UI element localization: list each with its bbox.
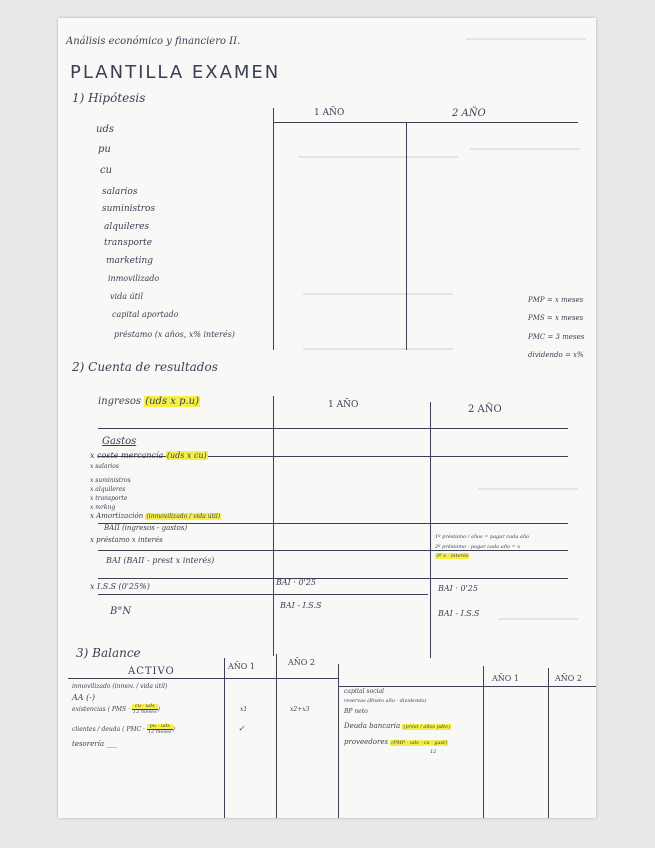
resultados-rule <box>98 578 568 579</box>
hipotesis-item: uds <box>96 124 114 135</box>
year2-prestamo-note: 3º x · interés <box>436 553 469 559</box>
expense-item: x salarios <box>90 463 119 470</box>
ingresos-formula: (uds x p.u) <box>145 396 200 407</box>
year2-bn-formula: BAI - I.S.S <box>438 609 480 618</box>
bleed-through-mark <box>466 38 586 40</box>
bp-neto-row: BP neto <box>344 708 368 715</box>
amortizacion: x Amortización (inmovilizado / vida útil) <box>90 512 221 520</box>
bai-row: BAI (BAII - prest x interés) <box>106 556 215 565</box>
hipotesis-header-rule <box>273 122 578 123</box>
resultados-col-year2: 2 AÑO <box>468 404 502 415</box>
coste-formula: (uds x cu) <box>166 451 207 460</box>
prestamo-interes-row: x préstamo x interés <box>90 536 163 544</box>
year1-bn-formula: BAI - I.S.S <box>280 601 322 610</box>
resultados-column-divider <box>273 396 274 656</box>
deuda-formula: (prést / años pdte) <box>403 724 451 730</box>
activo-col-year1: AÑO 1 <box>228 662 255 671</box>
hipotesis-item: marketing <box>106 256 154 266</box>
pasivo-col-year1: AÑO 1 <box>492 674 519 683</box>
expense-item: x mrkng <box>90 504 116 511</box>
gastos-label: Gastos <box>102 436 137 447</box>
amortizacion-formula: (inmovilizado / vida útil) <box>146 513 221 520</box>
is-row: x I.S.S (0'25%) <box>90 582 150 591</box>
expense-item: x alquileres <box>90 486 126 493</box>
capital-social-row: capital social <box>344 688 384 695</box>
course-title: Análisis económico y financiero II. <box>66 36 241 47</box>
existencias-fraction: $\frac{\text{cu · uds}}{\text{12 meses}}$ <box>132 703 157 715</box>
activo-header: ACTIVO <box>128 666 175 677</box>
section-cuenta-resultados-heading: 2) Cuenta de resultados <box>72 360 218 374</box>
ingresos-label: ingresos (uds x p.u) <box>98 396 200 407</box>
inmovilizado-row: inmovilizado (inmov. / vida útil) <box>72 683 168 690</box>
proveedores-denominator: 12 <box>430 749 437 755</box>
pasivo-col-year2: AÑO 2 <box>555 674 582 683</box>
year1-inmov-mark: x1 <box>240 706 248 713</box>
resultados-col-year1: 1 AÑO <box>328 400 359 410</box>
coste-mercancia: x coste mercancía (uds x cu) <box>90 451 207 460</box>
clientes-row: clientes / deuda ( PMC · $\frac{\text{pu · uds}}{\text{12 meses}}$ ) <box>72 723 175 735</box>
resultados-rule <box>98 550 568 551</box>
bleed-through-mark <box>470 148 580 150</box>
bleed-through-mark <box>303 348 453 350</box>
bn-row: B°N <box>110 606 132 617</box>
hipotesis-item: suministros <box>102 204 156 214</box>
bleed-through-mark <box>298 156 458 158</box>
proveedores-row: proveedores (PMP · uds · cu · gast) <box>344 738 448 746</box>
balance-column-divider <box>338 664 339 818</box>
hipotesis-item: transporte <box>104 238 153 248</box>
hipotesis-item: préstamo (x años, x% interés) <box>114 330 235 339</box>
hipotesis-item: capital aportado <box>112 310 179 319</box>
year2-prestamo-note: 1º préstamo / años = pagar cada año <box>435 534 530 540</box>
resultados-rule <box>98 428 568 429</box>
baii-row: BAII (ingresos - gastos) <box>104 524 188 532</box>
resultados-rule <box>98 594 428 595</box>
year2-prestamo-note: 2º préstamo - pagar cada año = x <box>435 544 521 550</box>
hipotesis-item: alquileres <box>104 222 150 232</box>
reservas-row: reservas (Bneto año - dividendo) <box>344 698 427 704</box>
checkmark: ✓ <box>238 724 245 733</box>
hipotesis-col-year1: 1 AÑO <box>314 108 345 118</box>
tesoreria-row: tesorería ___ <box>72 740 117 748</box>
aa-row: AA (-) <box>72 693 96 702</box>
hipotesis-col-year2: 2 AÑO <box>452 108 486 119</box>
hipotesis-column-divider <box>406 122 407 350</box>
hipotesis-column-divider <box>273 108 274 350</box>
section-hipotesis-heading: 1) Hipótesis <box>72 91 146 105</box>
balance-rule <box>68 678 338 679</box>
balance-column-divider <box>224 658 225 818</box>
existencias-row: existencias ( PMS · $\frac{\text{cu · uds}}{\text{12 meses}}$ ) <box>72 703 160 715</box>
note-pmc: PMC = 3 meses <box>528 333 585 341</box>
year2-inmov-mark: x2+x3 <box>290 706 310 713</box>
note-dividendo: dividendo = x% <box>528 351 584 359</box>
expense-item: x transporte <box>90 495 128 502</box>
bleed-through-mark <box>303 293 453 295</box>
hipotesis-item: cu <box>100 165 113 176</box>
year1-is-formula: BAI · 0'25 <box>276 578 316 587</box>
bleed-through-mark <box>498 618 578 620</box>
clientes-fraction: $\frac{\text{pu · uds}}{\text{12 meses}}$ <box>147 723 172 735</box>
deuda-bancaria-row: Deuda bancaria (prést / años pdte) <box>344 722 451 730</box>
note-pmp: PMP = x meses <box>528 296 584 304</box>
resultados-column-divider <box>430 402 431 658</box>
balance-column-divider <box>276 654 277 818</box>
proveedores-formula: (PMP · uds · cu · gast) <box>391 740 448 746</box>
expense-item: x suministros <box>90 477 131 484</box>
hipotesis-item: inmovilizado <box>108 274 160 283</box>
page-title: PLANTILLA EXAMEN <box>70 62 281 83</box>
balance-column-divider <box>548 668 549 818</box>
note-pms: PMS = x meses <box>528 314 584 322</box>
exam-template-sheet <box>58 18 596 818</box>
hipotesis-item: salarios <box>102 187 138 197</box>
year2-is-formula: BAI · 0'25 <box>438 584 478 593</box>
section-balance-heading: 3) Balance <box>76 646 141 660</box>
balance-rule <box>338 686 596 687</box>
activo-col-year2: AÑO 2 <box>288 658 315 667</box>
balance-column-divider <box>483 666 484 818</box>
hipotesis-item: vida útil <box>110 292 143 301</box>
bleed-through-mark <box>478 488 578 490</box>
hipotesis-item: pu <box>98 144 111 155</box>
